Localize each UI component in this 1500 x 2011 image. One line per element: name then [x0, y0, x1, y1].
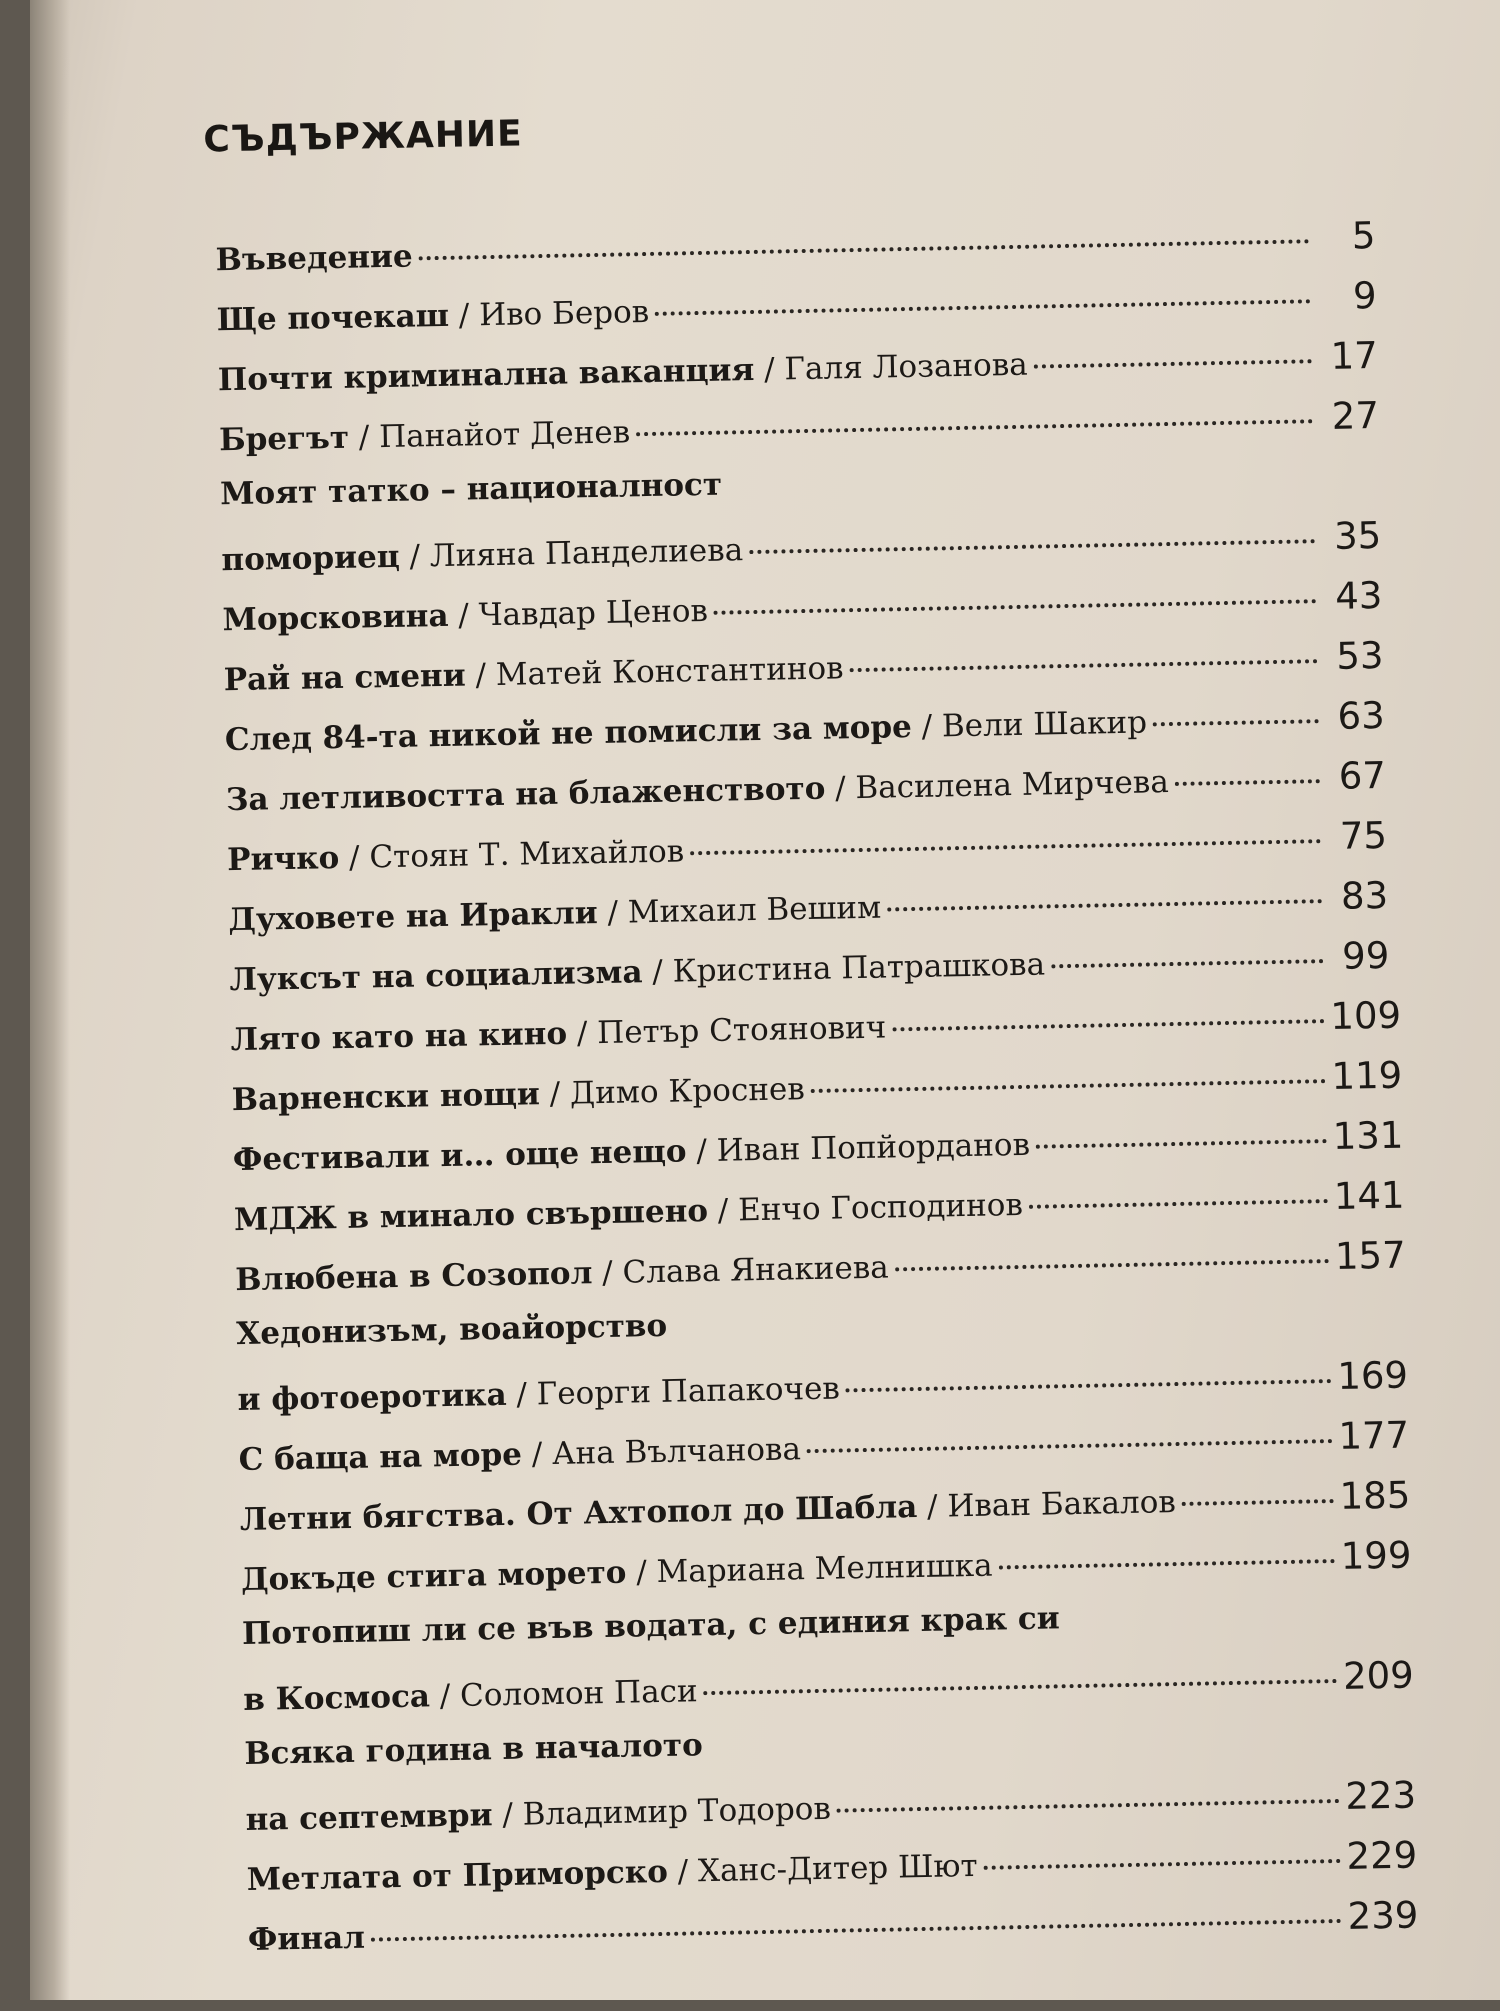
entry-page-number: 75: [1339, 813, 1388, 858]
entry-separator: /: [492, 1796, 524, 1834]
entry-page-number: 99: [1341, 933, 1390, 978]
dot-leader: [811, 1079, 1326, 1093]
entry-page-number: 223: [1344, 1773, 1417, 1818]
entry-separator: /: [597, 894, 629, 932]
entry-author: Стоян Т. Михайлов: [369, 833, 685, 876]
entry-page-number: 199: [1340, 1533, 1412, 1578]
dot-leader: [846, 1379, 1332, 1392]
entry-author: Лияна Панделиева: [429, 532, 744, 575]
entry-title: За летливостта на блаженството: [225, 770, 826, 819]
dot-leader: [1029, 1199, 1328, 1209]
entry-author: Мариана Мелнишка: [656, 1547, 993, 1591]
dot-leader: [1051, 959, 1323, 968]
entry-page-number: 119: [1331, 1053, 1403, 1098]
entry-separator: /: [753, 351, 785, 388]
entry-page-number: 109: [1330, 993, 1402, 1039]
entry-title: Луксът на социализма: [229, 954, 643, 999]
dot-leader: [1175, 779, 1320, 786]
entry-author: Василена Мирчева: [855, 764, 1170, 807]
entry-separator: /: [686, 1132, 718, 1170]
entry-page-number: 141: [1333, 1173, 1405, 1218]
entry-page-number: 209: [1342, 1653, 1415, 1698]
dot-leader: [419, 239, 1310, 260]
entry-page-number: 177: [1338, 1413, 1410, 1458]
entry-page-number: 43: [1334, 573, 1383, 618]
entry-page-number: 53: [1335, 633, 1384, 678]
dot-leader: [895, 1259, 1329, 1271]
entry-page-number: 9: [1352, 273, 1377, 318]
entry-author: Матей Константинов: [495, 650, 844, 693]
entry-author: Ханс-Дитер Шют: [697, 1847, 978, 1890]
dot-leader: [636, 419, 1313, 436]
entry-title: Духовете на Иракли: [228, 895, 599, 939]
entry-author: Димо Кроснев: [569, 1071, 806, 1112]
entry-title: Финал: [247, 1919, 366, 1958]
dot-leader: [837, 1799, 1340, 1813]
dot-leader: [371, 1919, 1342, 1942]
entry-separator: /: [348, 419, 380, 456]
entry-page-number: 83: [1340, 873, 1389, 918]
dot-leader: [1153, 719, 1319, 726]
entry-title: МДЖ в минало свършено: [233, 1193, 709, 1239]
entry-author: Иво Беров: [478, 293, 650, 334]
entry-separator: /: [911, 708, 943, 745]
entry-title: Варненски нощи: [231, 1076, 541, 1119]
entry-separator: /: [592, 1254, 623, 1292]
dot-leader: [887, 899, 1322, 911]
entry-separator: /: [399, 538, 431, 575]
entry-separator: /: [506, 1376, 538, 1413]
entry-page-number: 157: [1334, 1233, 1407, 1278]
entry-author: Михаил Вешим: [627, 889, 882, 931]
entry-separator: /: [448, 597, 479, 634]
entry-title: Въведение: [215, 238, 414, 279]
entry-title: Морсковина: [222, 597, 449, 639]
entry-separator: /: [642, 953, 673, 991]
entry-title: Моят татко – националност: [219, 466, 723, 513]
entry-page-number: 35: [1333, 513, 1382, 558]
dot-leader: [655, 299, 1311, 316]
entry-separator: /: [429, 1677, 461, 1715]
entry-author: Слава Янакиева: [622, 1249, 890, 1291]
entry-page-number: 67: [1338, 753, 1387, 798]
entry-page-number: 5: [1351, 214, 1376, 258]
entry-page-number: 63: [1337, 693, 1386, 738]
entry-page-number: 27: [1331, 393, 1380, 438]
dot-leader: [749, 539, 1315, 554]
page-gutter-shadow: [30, 0, 70, 2000]
entry-author: Владимир Тодоров: [522, 1790, 832, 1833]
dot-leader: [1182, 1499, 1334, 1506]
entry-title: Лято като на кино: [230, 1015, 568, 1059]
entry-title: Брегът: [218, 419, 350, 459]
entry-title: След 84-та никой не помисли за море: [224, 708, 913, 759]
dot-leader: [704, 1679, 1338, 1695]
entry-author: Кристина Патрашкова: [672, 946, 1046, 990]
entry-title: Ще почекаш: [216, 297, 450, 339]
dot-leader: [714, 599, 1317, 615]
dot-leader: [1036, 1139, 1327, 1149]
entry-author: Ана Вълчанова: [551, 1431, 802, 1473]
page-title: СЪДЪРЖАНИЕ: [202, 113, 524, 161]
entry-separator: /: [338, 839, 370, 877]
entry-title: Хедонизъм, воайорство: [235, 1307, 668, 1353]
entry-author: Соломон Паси: [459, 1673, 698, 1714]
dot-leader: [998, 1559, 1334, 1569]
entry-title: Влюбена в Созопол: [234, 1255, 593, 1299]
page-content: [202, 0, 1419, 2011]
entry-author: Вели Шакир: [941, 704, 1148, 745]
entry-page-number: 169: [1336, 1353, 1409, 1398]
entry-author: Галя Лозанова: [784, 346, 1029, 388]
entry-page-number: 17: [1330, 333, 1379, 378]
entry-author: Иван Попйорданов: [716, 1126, 1031, 1169]
entry-title: Докъде стига морето: [240, 1554, 627, 1599]
entry-author: Панайот Денев: [378, 414, 631, 456]
entry-separator: /: [448, 297, 480, 334]
entry-separator: /: [465, 656, 497, 694]
entry-title: Летни бягства. От Ахтопол до Шабла: [239, 1489, 918, 1539]
dot-leader: [807, 1439, 1333, 1453]
dot-leader: [892, 1019, 1324, 1031]
entry-separator: /: [539, 1075, 571, 1113]
entry-author: Георги Папакочев: [536, 1370, 841, 1413]
dot-leader: [690, 839, 1321, 855]
dot-leader: [1034, 359, 1312, 368]
book-page: [30, 0, 1500, 2000]
entry-title: на септември: [245, 1797, 493, 1838]
entry-title: Всяка година в началото: [244, 1727, 704, 1772]
entry-separator: /: [566, 1015, 598, 1052]
entry-separator: /: [916, 1488, 948, 1526]
entry-page-number: 131: [1332, 1113, 1404, 1158]
entry-separator: /: [824, 770, 856, 807]
entry-title: в Космоса: [242, 1678, 431, 1719]
entry-title: С баща на море: [238, 1436, 523, 1479]
entry-page-number: 239: [1347, 1893, 1419, 1938]
entry-author: Енчо Господинов: [737, 1186, 1024, 1229]
entry-separator: /: [667, 1853, 699, 1890]
entry-separator: /: [626, 1554, 657, 1591]
entry-page-number: 185: [1339, 1473, 1411, 1518]
entry-author: Чавдар Ценов: [478, 592, 709, 634]
entry-title: Рай на смени: [223, 657, 467, 699]
dot-leader: [984, 1859, 1341, 1870]
entry-title: Фестивали и… още нещо: [232, 1133, 687, 1179]
entry-title: помориец: [221, 538, 401, 579]
entry-title: и фотоеротика: [237, 1376, 507, 1419]
entry-title: Метлата от Приморско: [246, 1853, 669, 1898]
entry-title: Ричко: [226, 840, 340, 879]
entry-separator: /: [707, 1192, 739, 1229]
entry-separator: /: [521, 1436, 553, 1473]
entry-author: Иван Бакалов: [947, 1484, 1177, 1525]
entry-title: Почти криминална ваканция: [217, 351, 755, 399]
entry-author: Петър Стоянович: [596, 1009, 887, 1052]
dot-leader: [850, 659, 1318, 672]
entry-page-number: 229: [1346, 1833, 1418, 1878]
entry-title: Потопиш ли се във водата, с единия крак си: [241, 1600, 1061, 1653]
table-of-contents: [215, 214, 1419, 1976]
